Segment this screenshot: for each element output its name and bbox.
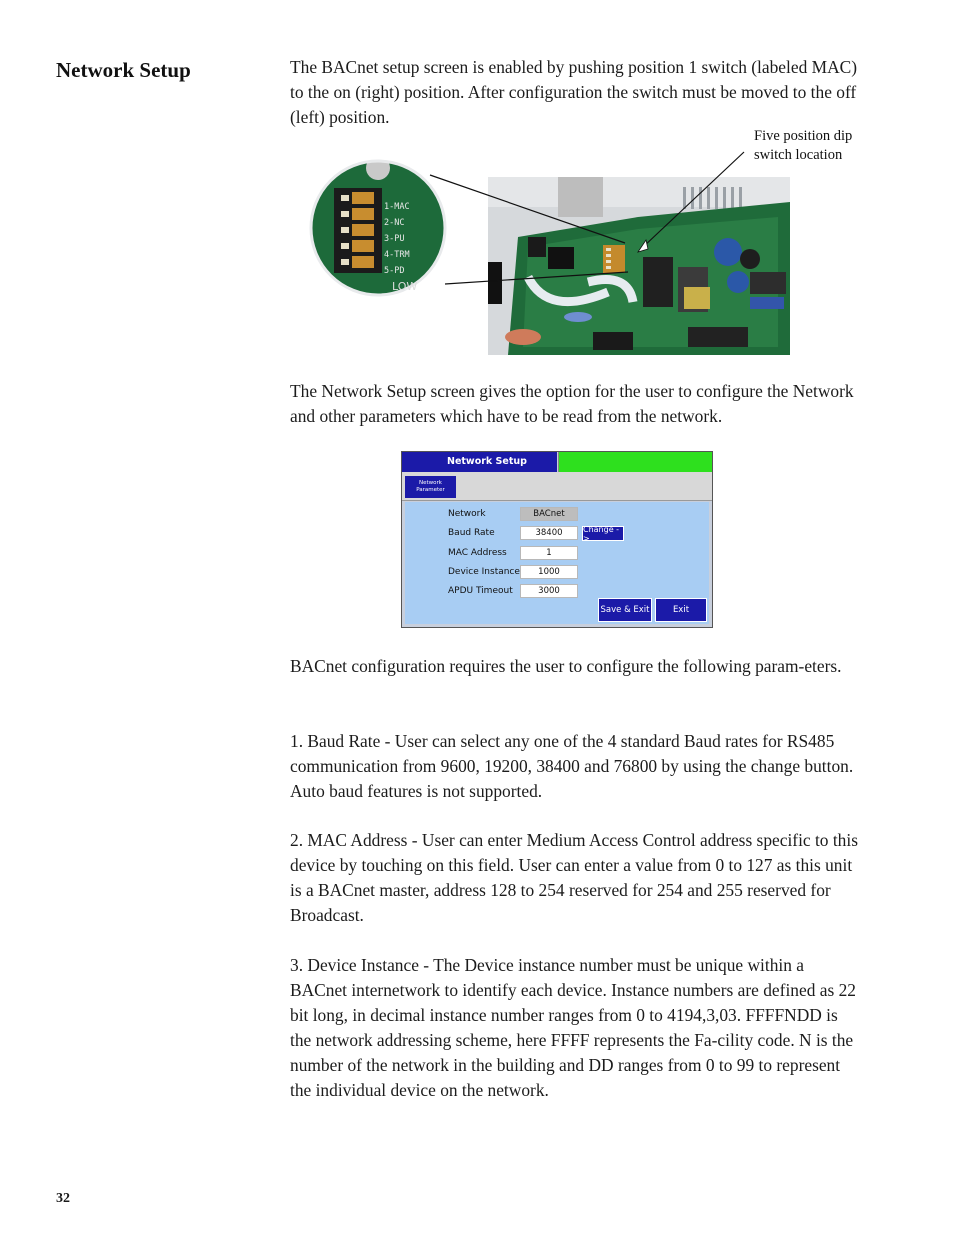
- exit-button[interactable]: Exit: [655, 598, 707, 622]
- device-instance-item: 3. Device Instance - The Device instance number must be unique within a BACnet internetwork to identify each device. Instance numbers are defined as 22 bit long, in decimal instance number ranges from 0 to 4194,3,03. FFFFNDD is the network addressing scheme, here FFFF represents the Fa-cility code. N is the number of the network in the building and DD ranges from 0 to 99 to represent the individual device on the network.: [290, 955, 856, 1100]
- network-value: BACnet: [520, 507, 578, 521]
- switch-label-4: 4-TRM: [384, 250, 410, 260]
- baud-rate-field[interactable]: 38400: [520, 526, 578, 540]
- switch-label-3: 3-PU: [384, 234, 405, 244]
- device-instance-field[interactable]: 1000: [520, 565, 578, 579]
- parameter-panel: [405, 502, 709, 624]
- network-intro-paragraph: The Network Setup screen gives the option for the user to configure the Network and other parameters which have to be read from the network.: [290, 381, 854, 426]
- mac-address-item: 2. MAC Address - User can enter Medium Access Control address specific to this device by touching on this field. User can enter a value from 0 to 127 as this unit is a BACnet master, address 128 to 254 reserved for 254 and 255 reserved for Broadcast.: [290, 830, 858, 925]
- switch-label-1: 1-MAC: [384, 202, 410, 212]
- switch-label-5: 5-PD: [384, 266, 405, 276]
- baud-rate-item: 1. Baud Rate - User can select any one of the 4 standard Baud rates for RS485 communication from 9600, 19200, 38400 and 76800 by using the change button. Auto baud features is not supported.: [290, 731, 854, 801]
- dip-switch-callout: Five position dip switch location: [754, 128, 853, 163]
- dip-switch-photo: [300, 140, 860, 360]
- intro-paragraph: The BACnet setup screen is enabled by pushing position 1 switch (labeled MAC) to the on (right) position. After configuration the switch must be moved to the off (left) position.: [290, 57, 858, 127]
- device-instance-label: Device Instance: [448, 567, 520, 577]
- board-low-label: LOW: [392, 280, 418, 293]
- section-title: Network Setup: [56, 58, 191, 82]
- baud-rate-label: Baud Rate: [448, 528, 495, 538]
- apdu-timeout-label: APDU Timeout: [448, 586, 513, 596]
- switch-label-2: 2-NC: [384, 218, 405, 228]
- page-number: 32: [56, 1191, 70, 1206]
- status-bar: [558, 452, 712, 472]
- screen-tab-bar: [402, 472, 712, 501]
- config-intro-paragraph: BACnet configuration requires the user to configure the following param-eters.: [290, 656, 842, 676]
- mac-address-label: MAC Address: [448, 548, 507, 558]
- network-setup-screen: [401, 451, 713, 628]
- change-baud-button[interactable]: Change ->: [582, 526, 624, 541]
- screen-title: Network Setup: [402, 452, 557, 472]
- save-exit-button[interactable]: Save & Exit: [598, 598, 652, 622]
- network-label: Network: [448, 509, 486, 519]
- tab-network-parameter[interactable]: Network Parameter: [405, 476, 456, 498]
- mac-address-field[interactable]: 1: [520, 546, 578, 560]
- apdu-timeout-field[interactable]: 3000: [520, 584, 578, 598]
